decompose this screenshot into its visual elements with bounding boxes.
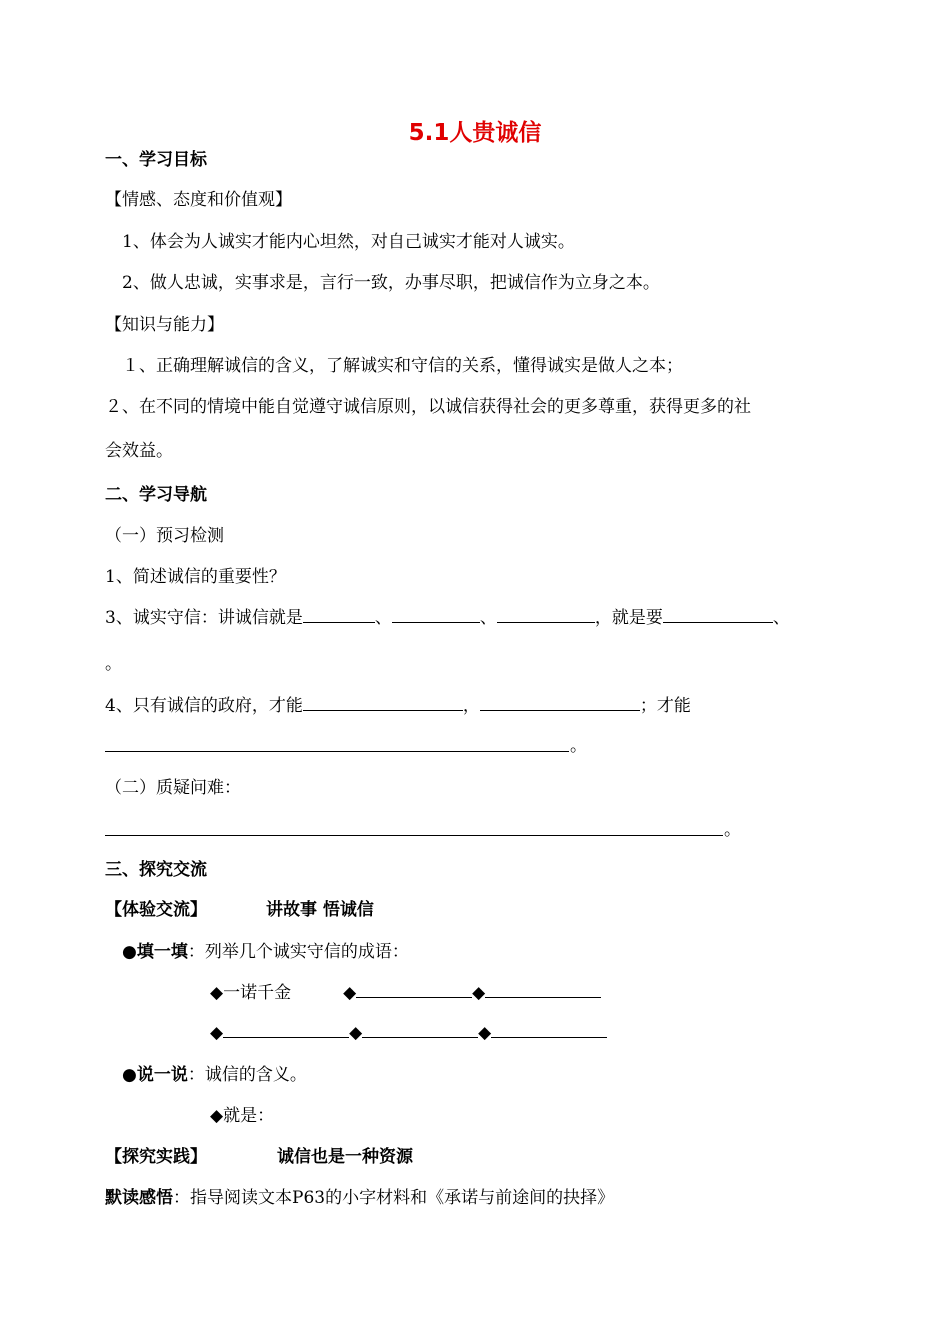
idiom-example: ◆一诺千金 [210, 983, 292, 1003]
idiom-row-2 [210, 1022, 607, 1044]
experience-title: 讲故事 悟诚信 [266, 900, 374, 920]
line-end-period: 。 [724, 820, 741, 840]
reading-text: ：指导阅读文本P63的小字材料和《承诺与前途间的抉择》 [173, 1188, 615, 1208]
question-4 [105, 695, 691, 717]
idiom-row-1 [210, 982, 601, 1004]
subheading-knowledge: 【知识与能力】 [105, 315, 224, 335]
goal-item-2: 2、做人忠诚，实事求是，言行一致，办事尽职，把诚信作为立身之本。 [122, 273, 660, 293]
question-1: 1、简述诚信的重要性？ [105, 567, 286, 587]
subheading-preview: （一）预习检测 [105, 526, 224, 546]
answer-blank[interactable] [356, 982, 472, 998]
subheading-questions: （二）质疑问难： [105, 778, 241, 798]
answer-blank[interactable] [497, 607, 595, 623]
fill-in-text: ：列举几个诚实守信的成语： [187, 942, 409, 962]
practice-label: 【探究实践】 [105, 1147, 207, 1167]
answer-line[interactable] [105, 835, 723, 836]
say-label: ●说一说 [122, 1065, 188, 1085]
goal-item-3: １、正确理解诚信的含义，了解诚实和守信的关系，懂得诚实是做人之本； [122, 356, 683, 376]
separator: 、 [374, 608, 392, 628]
goal-item-4-continued: 会效益。 [105, 441, 173, 461]
diamond-icon: ◆ [478, 1023, 492, 1043]
answer-blank[interactable] [480, 695, 640, 711]
answer-blank[interactable] [303, 695, 463, 711]
diamond-icon: ◆ [343, 983, 357, 1003]
diamond-icon: ◆ [210, 1023, 224, 1043]
question-3-prefix: 3、诚实守信：讲诚信就是 [105, 608, 303, 628]
question-3-mid: ，就是要 [594, 608, 663, 628]
say-text: ：诚信的含义。 [187, 1065, 307, 1085]
answer-blank[interactable] [485, 982, 601, 998]
line-end-period: 。 [570, 736, 587, 756]
section-heading-explore: 三、探究交流 [105, 860, 207, 880]
answer-blank[interactable] [491, 1022, 607, 1038]
practice-title: 诚信也是一种资源 [277, 1147, 413, 1167]
answer-blank[interactable] [303, 607, 375, 623]
reading-label: 默读感悟 [105, 1188, 173, 1208]
fill-in-label: ●填一填 [122, 942, 188, 962]
question-3-continued: 。 [105, 654, 122, 674]
separator: 、 [479, 608, 497, 628]
diamond-icon: ◆ [472, 983, 486, 1003]
question-4-prefix: 4、只有诚信的政府，才能 [105, 696, 303, 716]
goal-item-1: 1、体会为人诚实才能内心坦然，对自己诚实才能对人诚实。 [122, 232, 575, 252]
answer-blank[interactable] [392, 607, 480, 623]
document-title: 5.1人贵诚信 [408, 120, 542, 146]
experience-label: 【体验交流】 [105, 900, 207, 920]
answer-line[interactable] [105, 751, 569, 752]
answer-blank[interactable] [362, 1022, 478, 1038]
answer-blank[interactable] [663, 607, 773, 623]
section-heading-goals: 一、学习目标 [105, 150, 207, 170]
answer-blank[interactable] [223, 1022, 349, 1038]
subheading-emotion: 【情感、态度和价值观】 [105, 190, 292, 210]
separator: 、 [772, 608, 790, 628]
say-prompt [122, 1064, 307, 1086]
fill-in-prompt [122, 941, 409, 963]
say-item: ◆就是： [210, 1106, 275, 1126]
question-4-mid: ；才能 [639, 696, 691, 716]
section-heading-guide: 二、学习导航 [105, 485, 207, 505]
goal-item-4: ２、在不同的情境中能自觉遵守诚信原则，以诚信获得社会的更多尊重，获得更多的社 [105, 397, 751, 417]
question-3 [105, 607, 790, 629]
separator: ， [462, 696, 480, 716]
reading-instruction [105, 1187, 614, 1209]
diamond-icon: ◆ [349, 1023, 363, 1043]
